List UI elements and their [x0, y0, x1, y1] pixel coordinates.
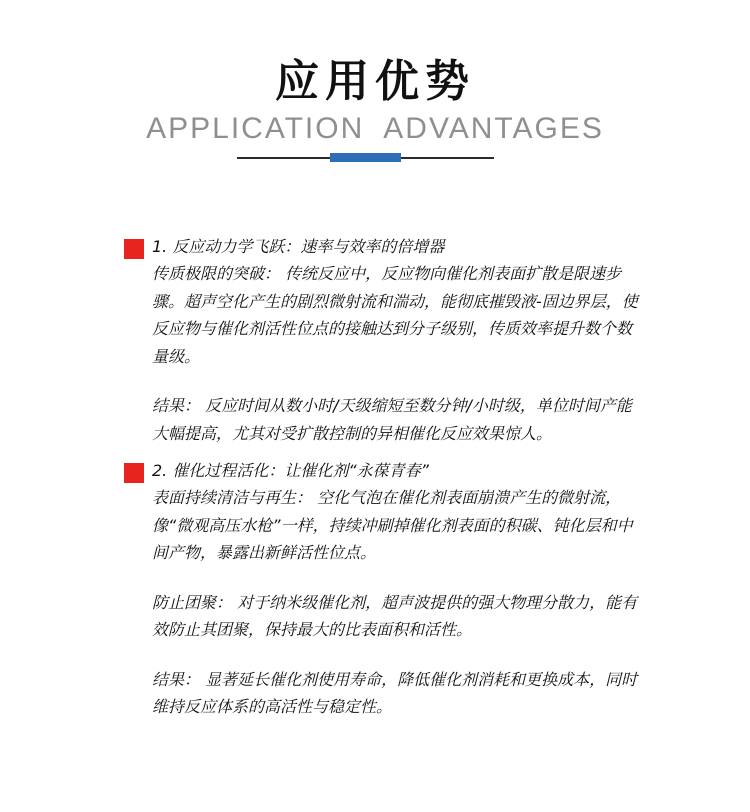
section-heading: 1. 反应动力学飞跃：速率与效率的倍增器: [152, 237, 445, 256]
page-subtitle: APPLICATION ADVANTAGES: [146, 112, 604, 145]
page-title: 应用优势: [275, 56, 475, 107]
section-paragraph: 表面持续清洁与再生： 空化气泡在催化剂表面崩溃产生的微射流，像“微观高压水枪”一样，持续冲刷掉催化剂表面的积碳、钝化层和中间产物，暴露出新鲜活性位点。: [152, 488, 633, 562]
red-square-bullet-icon: [124, 239, 144, 259]
red-square-bullet-icon: [124, 463, 144, 483]
section-paragraph: 结果： 反应时间从数小时/天级缩短至数分钟/小时级，单位时间产能大幅提高，尤其对受扩散控制的异相催化反应效果惊人。: [152, 396, 632, 443]
title-divider-accent: [330, 153, 401, 162]
paragraph-spacer: [124, 370, 644, 392]
advantage-section-2: [124, 458, 644, 721]
paragraph-spacer: [124, 567, 644, 589]
page-header: [0, 0, 750, 170]
paragraph-spacer: [124, 644, 644, 666]
advantage-section-1: [124, 234, 644, 447]
section-heading: 2. 催化过程活化：让催化剂“永葆青春”: [152, 461, 429, 480]
section-paragraph: 防止团聚： 对于纳米级催化剂，超声波提供的强大物理分散力，能有效防止其团聚，保持最大的比表面积和活性。: [152, 592, 638, 639]
section-paragraph: 结果： 显著延长催化剂使用寿命，降低催化剂消耗和更换成本，同时维持反应体系的高活性与稳定性。: [152, 669, 638, 716]
section-paragraph: 传质极限的突破： 传统反应中，反应物向催化剂表面扩散是限速步骤。超声空化产生的剧烈微射流和湍动，能彻底摧毁液-固边界层，使反应物与催化剂活性位点的接触达到分子级别，传质效率提升数个数量级。: [152, 264, 638, 366]
